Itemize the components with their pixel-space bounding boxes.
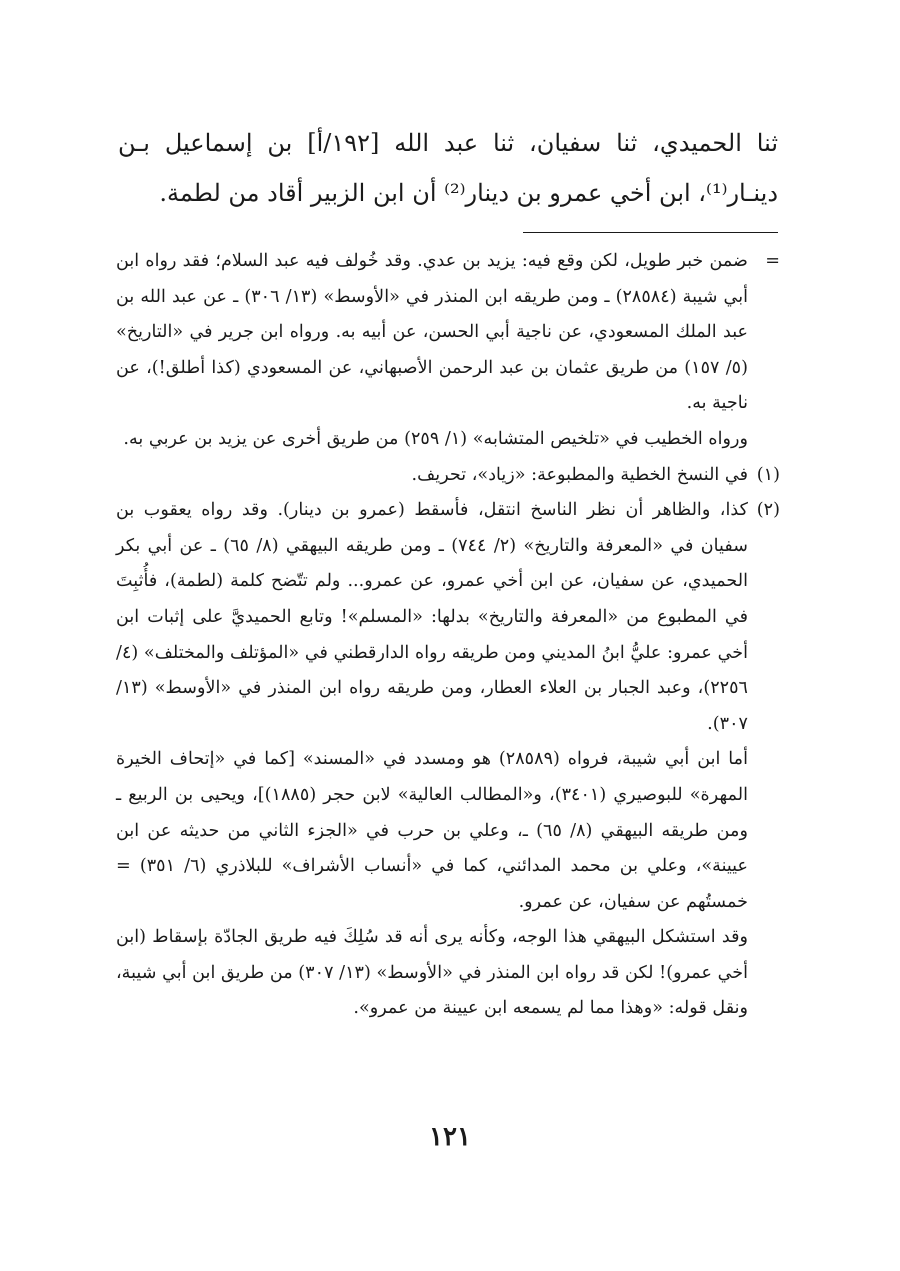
footnote-paragraph: في النسخ الخطية والمطبوعة: «زياد»، تحريف.: [411, 464, 748, 485]
footnotes: [116, 244, 780, 1027]
footnote-paragraph: وقد استشكل البيهقي هذا الوجه، وكأنه يرى أنه قد سُلِكَ فيه طريق الجادّة بإسقاط (ابن أخي عمرو)! لكن قد رواه ابن المنذر في «الأوسط» (١٣/ ٣٠٧) من طريق ابن أبي شيبة، ونقل قوله: «وهذا مما لم يسمعه ابن عيينة من عمرو».: [116, 927, 748, 1019]
footnote-body: [116, 493, 748, 1027]
footnote-1: [116, 458, 780, 494]
footnote-marker: (٢): [756, 500, 780, 521]
footnote-body: [116, 458, 748, 494]
page-number: ١٢١: [429, 1122, 471, 1152]
footnote-2: [116, 493, 780, 1027]
main-paragraph: ثنا الحميدي، ثنا سفيان، ثنا عبد الله [١٩٢/أ] بن إسماعيل بـن دينـار⁽¹⁾، ابن أخي عمرو بن دينار⁽²⁾ أن ابن الزبير أقاد من لطمة.: [118, 129, 778, 207]
footnote-marker: =: [765, 251, 780, 271]
footnote-paragraph: أما ابن أبي شيبة، فرواه (٢٨٥٨٩) هو ومسدد في «المسند» [كما في «إتحاف الخيرة المهرة» للبوصيري (٣٤٠١)، و«المطالب العالية» لابن حجر (١٨٨٥)]، ويحيى بن الربيع ـ ومن طريقه البيهقي (٨/ ٦٥) ـ، وعلي بن حرب في «الجزء الثاني من حديثه عن ابن عيينة»، وعلي بن محمد المدائني، كما في «أنساب الأشراف» للبلاذري (٦/ ٣٥١) = خمستُهم عن سفيان، عن عمرو.: [116, 749, 748, 912]
footnote-body: [116, 244, 748, 458]
footnote-paragraph: ورواه الخطيب في «تلخيص المتشابه» (١/ ٢٥٩) من طريق أخرى عن يزيد بن عربي به.: [123, 428, 748, 449]
main-text: [118, 118, 778, 218]
footnote-separator: [523, 232, 778, 233]
footnote-paragraph: كذا، والظاهر أن نظر الناسخ انتقل، فأسقط (عمرو بن دينار). وقد رواه يعقوب بن سفيان في «المعرفة والتاريخ» (٢/ ٧٤٤) ـ ومن طريقه البيهقي (٨/ ٦٥) ـ عن أبي بكر الحميدي، عن سفيان، عن ابن أخي عمرو، عن عمرو... ولم تتّضح كلمة (لطمة)، فأُثبِتَ في المطبوع من «المعرفة والتاريخ» بدلها: «المسلم»! وتابع الحميديَّ على إثبات ابن أخي عمرو: عليُّ ابنُ المديني ومن طريقه رواه الدارقطني في «المؤتلف والمختلف» (٤/ ٢٢٥٦)، وعبد الجبار بن العلاء العطار، ومن طريقه رواه ابن المنذر في «الأوسط» (١٣/ ٣٠٧).: [116, 500, 748, 734]
footnote-paragraph: ضمن خبر طويل، لكن وقع فيه: يزيد بن عدي. وقد خُولف فيه عبد السلام؛ فقد رواه ابن أبي شيبة (٢٨٥٨٤) ـ ومن طريقه ابن المنذر في «الأوسط» (١٣/ ٣٠٦) ـ عن عبد الله بن عبد الملك المسعودي، عن ناجية أبي الحسن، عن أبيه به. ورواه ابن جرير في «التاريخ» (٥/ ١٥٧) من طريق عثمان بن عبد الرحمن الأصبهاني، عن المسعودي (كذا أطلق!)، عن ناجية به.: [116, 251, 748, 414]
footnote-continuation: [116, 244, 780, 458]
footnote-marker: (١): [756, 464, 780, 485]
